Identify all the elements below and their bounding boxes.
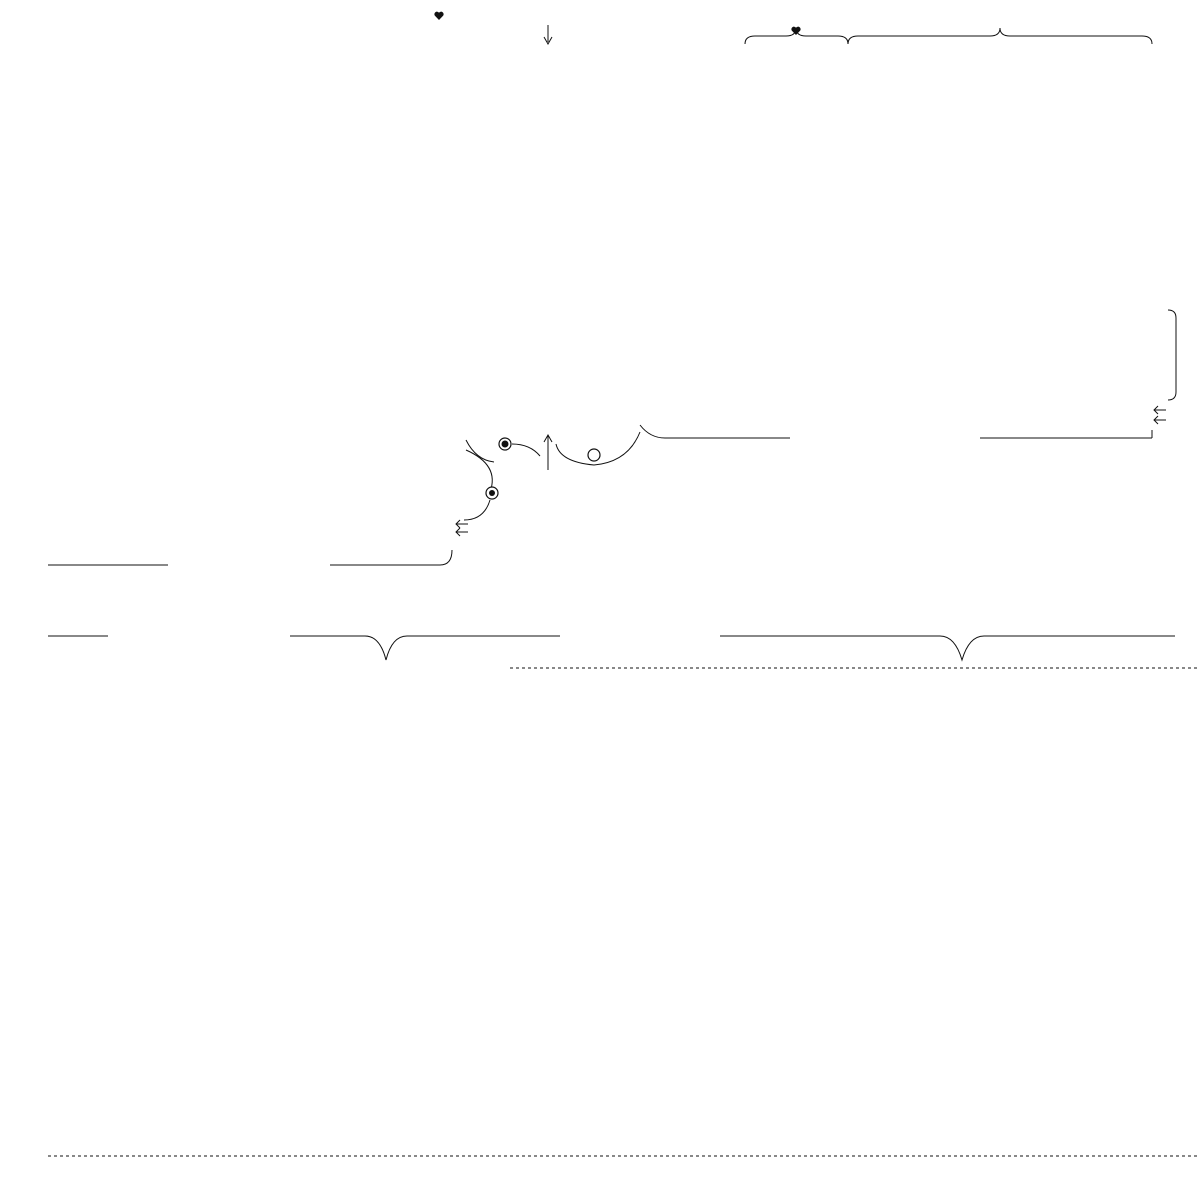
sleeve-brace: [720, 636, 1175, 660]
pickup-line-right: [640, 425, 1152, 438]
note-arrow-icon: [544, 25, 552, 44]
left-row-arrow-icons: [456, 520, 468, 536]
repeat-brace: [848, 28, 1152, 44]
cast-on-arcs: [464, 432, 640, 520]
pickup-line-left: [48, 550, 452, 565]
side-seam-arrow-icon: [544, 435, 552, 470]
solid-circle-icon: [499, 438, 511, 450]
yoke-dashed-guides: [48, 668, 1198, 1156]
heart-icon: [434, 12, 443, 20]
front-brace: [48, 636, 560, 660]
open-circle-icon: [588, 449, 600, 461]
row-arrow-icons: [1154, 406, 1166, 424]
double-circle-icon: [486, 487, 498, 499]
heart-brace-icon: [791, 27, 800, 35]
side-repeat-bracket: [1168, 310, 1176, 400]
